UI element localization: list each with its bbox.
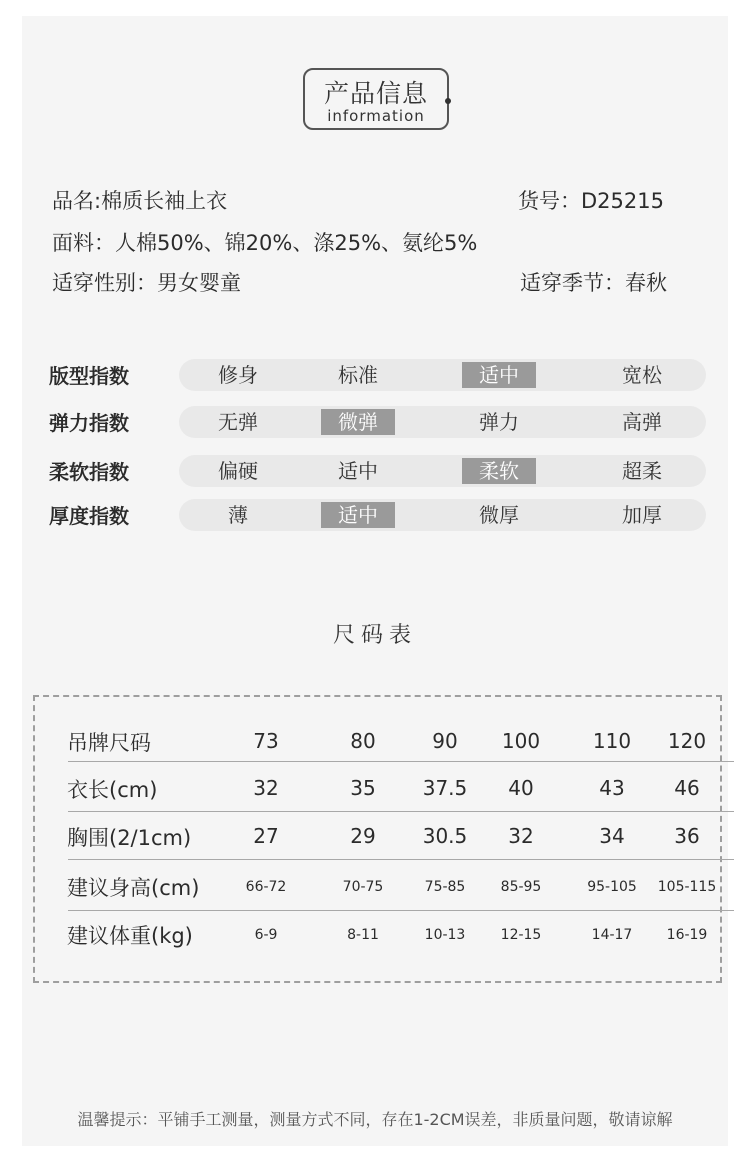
index-option-selected: 柔软: [462, 458, 536, 484]
table-row: [35, 727, 720, 773]
table-cell: 14-17: [591, 927, 633, 943]
index-option-selected: 微弹: [321, 409, 395, 435]
table-cell: 80: [350, 729, 376, 753]
row-divider: [68, 859, 734, 860]
table-cell: 46: [674, 776, 700, 800]
table-cell: 16-19: [666, 927, 708, 943]
table-row: [35, 920, 720, 966]
index-option: 修身: [218, 363, 258, 387]
suitable-season: 适穿季节：春秋: [520, 271, 667, 295]
table-cell: 34: [599, 824, 625, 848]
size-chart-title: 尺码表: [332, 623, 417, 648]
table-cell: 6-9: [254, 927, 278, 943]
table-cell: 32: [253, 776, 279, 800]
table-cell: 36: [674, 824, 700, 848]
size-chart-table: [33, 695, 722, 983]
index-label: 厚度指数: [49, 504, 129, 528]
table-row: [35, 774, 720, 820]
index-option: 无弹: [218, 410, 258, 434]
index-option: 弹力: [479, 410, 519, 434]
table-cell: 85-95: [500, 879, 542, 895]
info-header-badge: [303, 68, 449, 130]
measurement-note: 温馨提示：平铺手工测量，测量方式不同，存在1-2CM误差，非质量问题，敬请谅解: [77, 1110, 673, 1129]
header-subtitle: information: [327, 107, 425, 125]
index-scale-bar: [179, 499, 706, 531]
index-option: 宽松: [622, 363, 662, 387]
index-option: 适中: [338, 459, 378, 483]
header-title: 产品信息: [323, 79, 428, 108]
row-header: 吊牌尺码: [67, 731, 151, 755]
table-cell: 35: [350, 776, 376, 800]
index-option: 微厚: [479, 503, 519, 527]
index-option: 超柔: [622, 459, 662, 483]
index-label: 弹力指数: [49, 411, 129, 435]
row-divider: [68, 811, 734, 812]
table-row: [35, 872, 720, 918]
index-option: 标准: [338, 363, 378, 387]
row-header: 建议身高(cm): [67, 876, 200, 900]
table-cell: 70-75: [342, 879, 384, 895]
index-option: 高弹: [622, 410, 662, 434]
table-cell: 66-72: [245, 879, 287, 895]
table-cell: 32: [508, 824, 534, 848]
row-header: 建议体重(kg): [67, 924, 193, 948]
table-cell: 110: [592, 729, 632, 753]
index-option: 加厚: [622, 503, 662, 527]
row-header: 衣长(cm): [67, 778, 158, 802]
table-cell: 100: [501, 729, 541, 753]
table-cell: 40: [508, 776, 534, 800]
index-scale-bar: [179, 359, 706, 391]
dot-icon: [445, 98, 451, 104]
table-row: [35, 822, 720, 868]
index-label: 柔软指数: [49, 460, 129, 484]
table-cell: 10-13: [424, 927, 466, 943]
row-header: 胸围(2/1cm): [67, 826, 192, 850]
table-cell: 27: [253, 824, 279, 848]
table-cell: 105-115: [657, 879, 717, 895]
index-scale-bar: [179, 406, 706, 438]
table-cell: 12-15: [500, 927, 542, 943]
table-cell: 30.5: [422, 824, 468, 848]
table-cell: 75-85: [424, 879, 466, 895]
product-name: 品名:棉质长袖上衣: [52, 189, 228, 213]
index-option-selected: 适中: [462, 362, 536, 388]
index-option-selected: 适中: [321, 502, 395, 528]
index-option: 薄: [228, 503, 248, 527]
suitable-gender: 适穿性别：男女婴童: [52, 271, 241, 295]
table-cell: 95-105: [587, 879, 637, 895]
product-code: 货号：D25215: [518, 189, 664, 213]
table-cell: 90: [432, 729, 458, 753]
table-cell: 120: [667, 729, 707, 753]
table-cell: 43: [599, 776, 625, 800]
index-option: 偏硬: [218, 459, 258, 483]
index-scale-bar: [179, 455, 706, 487]
table-cell: 37.5: [422, 776, 468, 800]
row-divider: [68, 910, 734, 911]
table-cell: 73: [253, 729, 279, 753]
row-divider: [68, 761, 734, 762]
index-label: 版型指数: [49, 364, 129, 388]
table-cell: 8-11: [347, 927, 379, 943]
fabric-composition: 面料：人棉50%、锦20%、涤25%、氨纶5%: [52, 231, 478, 255]
table-cell: 29: [350, 824, 376, 848]
